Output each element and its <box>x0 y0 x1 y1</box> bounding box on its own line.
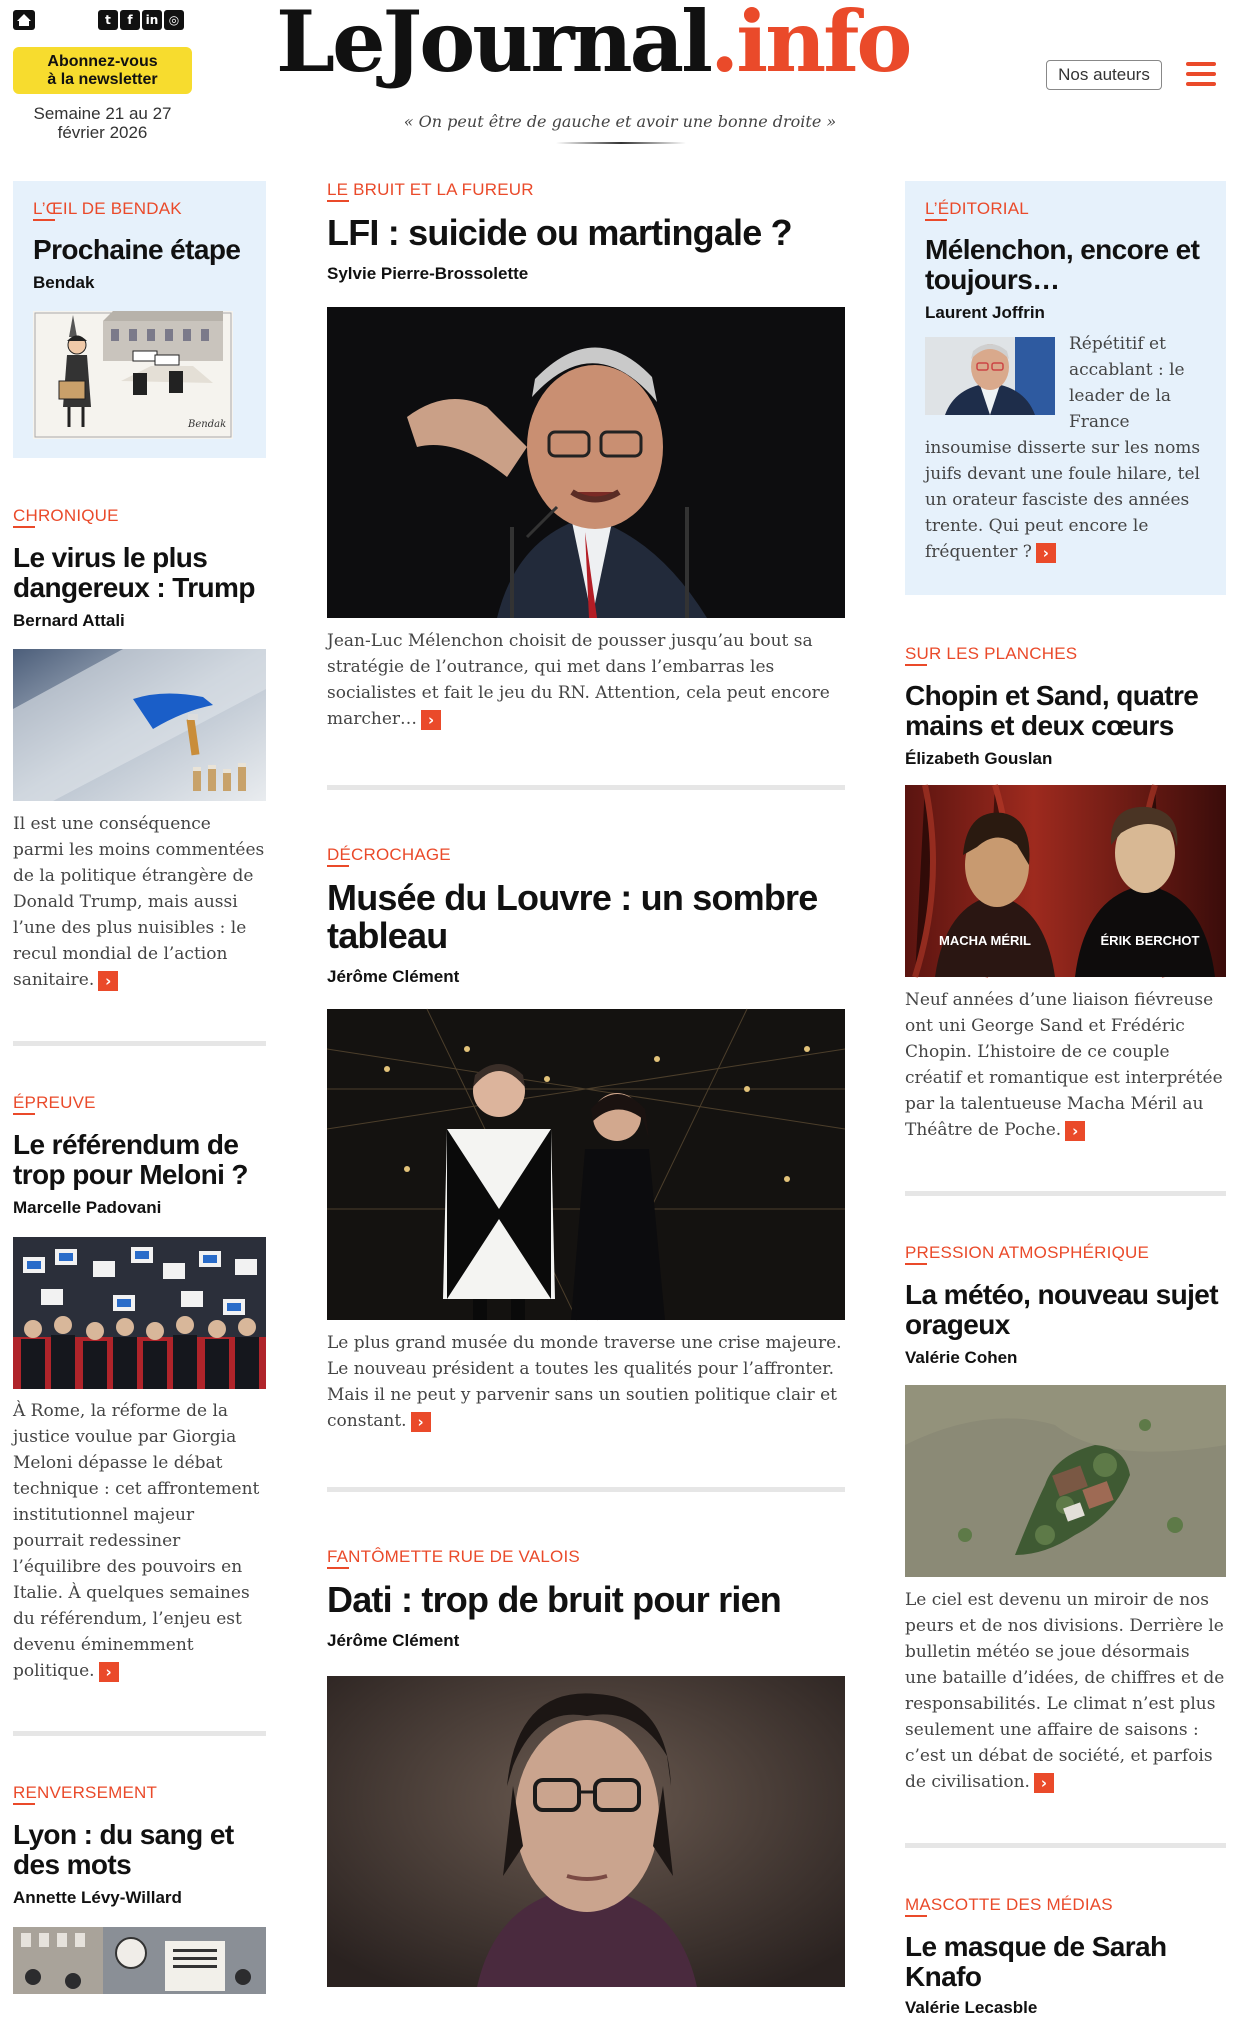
rubric[interactable]: PRESSION ATMOSPHÉRIQUE <box>905 1243 1150 1262</box>
home-icon[interactable] <box>13 10 35 30</box>
article-author[interactable]: Élizabeth Gouslan <box>905 749 1053 768</box>
excerpt-text: Neuf années d’une liaison fiévreuse ont uni George Sand et Frédéric Chopin. L’histoire de ce couple créatif et romantique est interprétée par la talentueuse Macha Méril au Théâtre de Poche. <box>905 990 1223 1140</box>
site-logo[interactable] <box>276 0 909 92</box>
logo-main: LeJournal <box>276 0 711 91</box>
newsletter-label-1: Abonnez-vous <box>47 52 158 70</box>
article-title[interactable]: LFI : suicide ou martingale ? <box>327 212 792 253</box>
rubric[interactable]: FANTÔMETTE RUE DE VALOIS <box>327 1547 580 1566</box>
article-author[interactable]: Jérôme Clément <box>327 967 460 986</box>
newsletter-label-2: à la newsletter <box>47 70 158 88</box>
article-image[interactable] <box>13 1927 266 1994</box>
rubric[interactable]: ÉPREUVE <box>13 1093 96 1112</box>
article-excerpt-block <box>13 1398 266 1684</box>
divider <box>905 1191 1226 1196</box>
cartoon-signature: Bendak <box>188 419 227 430</box>
poster-name-1: MACHA MÉRIL <box>939 933 1031 948</box>
article-excerpt-block <box>13 811 266 993</box>
rubric[interactable]: RENVERSEMENT <box>13 1783 158 1802</box>
article-title[interactable]: Mélenchon, encore et toujours… <box>925 234 1200 295</box>
article-author[interactable]: Bendak <box>33 273 95 292</box>
article-image[interactable] <box>327 1009 845 1320</box>
logo-ext: .info <box>710 0 910 91</box>
site-header <box>0 0 1236 160</box>
article-title[interactable]: Le virus le plus dangereux : Trump <box>13 542 255 603</box>
article-image[interactable] <box>13 649 266 801</box>
read-more-icon[interactable]: › <box>1065 1121 1085 1141</box>
article-card[interactable] <box>327 845 845 987</box>
read-more-icon[interactable]: › <box>1034 1773 1054 1793</box>
divider <box>13 1041 266 1046</box>
rubric[interactable]: LE BRUIT ET LA FUREUR <box>327 180 534 199</box>
social-links <box>98 10 184 30</box>
article-excerpt-block <box>327 628 845 732</box>
article-author[interactable]: Annette Lévy-Willard <box>13 1888 182 1907</box>
authors-button[interactable]: Nos auteurs <box>1046 60 1162 90</box>
article-excerpt <box>13 1398 266 1684</box>
week-line-1: Semaine 21 au 27 <box>33 104 172 123</box>
linkedin-icon[interactable]: in <box>142 10 162 30</box>
divider <box>13 1731 266 1736</box>
poster-image[interactable] <box>905 785 1226 977</box>
read-more-icon[interactable]: › <box>411 1412 431 1432</box>
article-card[interactable] <box>13 1093 266 1218</box>
article-author[interactable]: Marcelle Padovani <box>13 1198 162 1217</box>
read-more-icon[interactable]: › <box>1036 543 1056 563</box>
excerpt-text: Répétitif et accablant : le leader de la France insoumise disserte sur les noms juifs devant une foule hilare, tel un orateur fasciste des années trente. Qui peut encore le fréquenter ? <box>925 334 1201 562</box>
divider <box>327 785 845 790</box>
article-excerpt <box>905 1587 1226 1795</box>
rubric[interactable]: L’ÉDITORIAL <box>925 199 1029 218</box>
rubric[interactable]: L’ŒIL DE BENDAK <box>33 199 182 218</box>
newsletter-button[interactable] <box>13 47 192 94</box>
article-title[interactable]: Musée du Louvre : un sombre tableau <box>327 877 818 956</box>
menu-icon[interactable] <box>1186 62 1216 86</box>
read-more-icon[interactable]: › <box>98 971 118 991</box>
article-author[interactable]: Jérôme Clément <box>327 1631 460 1650</box>
article-card[interactable] <box>13 1783 266 1908</box>
article-excerpt <box>327 1330 845 1434</box>
article-image[interactable] <box>327 307 845 618</box>
article-author[interactable]: Bernard Attali <box>13 611 125 630</box>
rubric[interactable]: SUR LES PLANCHES <box>905 644 1078 663</box>
article-card[interactable] <box>13 506 266 631</box>
instagram-icon[interactable]: ◎ <box>164 10 184 30</box>
article-image[interactable] <box>13 1237 266 1389</box>
excerpt-text: Le ciel est devenu un miroir de nos peurs et de nos divisions. Derrière le bulletin météo se joue désormais une bataille d’idées, de chiffres et de responsabilités. Le climat n’est plus seulement une affaire de saisons : c’est un débat de société, et parfois de civilisation. <box>905 1590 1225 1792</box>
editorial-card[interactable] <box>905 181 1226 595</box>
week-date <box>13 104 192 142</box>
article-author[interactable]: Valérie Lecasble <box>905 1998 1038 2017</box>
excerpt-text: Jean-Luc Mélenchon choisit de pousser jusqu’au bout sa stratégie de l’outrance, qui met dans l’embarras les socialistes et fait le jeu du RN. Attention, cela peut encore marcher… <box>327 631 830 729</box>
excerpt-text: Le plus grand musée du monde traverse une crise majeure. Le nouveau président a toutes les qualités pour l’affronter. Mais il ne peut y parvenir sans un soutien politique clair et constant. <box>327 1333 842 1431</box>
article-card[interactable] <box>327 1547 845 1651</box>
read-more-icon[interactable]: › <box>99 1662 119 1682</box>
rubric[interactable]: MASCOTTE DES MÉDIAS <box>905 1895 1113 1914</box>
divider <box>327 1487 845 1492</box>
article-excerpt <box>905 987 1226 1143</box>
article-excerpt <box>925 331 1206 565</box>
article-title[interactable]: Lyon : du sang et des mots <box>13 1819 234 1880</box>
svg-text:MACHA MÉRIL <box>939 933 1031 948</box>
article-card[interactable] <box>905 644 1226 769</box>
article-author[interactable]: Sylvie Pierre-Brossolette <box>327 264 529 283</box>
twitter-icon[interactable]: t <box>98 10 118 30</box>
article-image[interactable] <box>905 1385 1226 1577</box>
week-line-2: février 2026 <box>57 123 148 142</box>
article-excerpt-block <box>905 1587 1226 1795</box>
article-excerpt-block <box>905 987 1226 1143</box>
divider <box>905 1843 1226 1848</box>
article-author[interactable]: Laurent Joffrin <box>925 303 1045 322</box>
article-title[interactable]: Le masque de Sarah Knafo <box>905 1931 1167 1992</box>
rubric[interactable]: CHRONIQUE <box>13 506 119 525</box>
article-excerpt <box>13 811 266 993</box>
article-card[interactable] <box>905 1243 1226 1368</box>
article-image[interactable] <box>327 1676 845 1987</box>
rubric[interactable]: DÉCROCHAGE <box>327 845 451 864</box>
svg-text:ÉRIK BERCHOT <box>1101 933 1200 948</box>
article-title[interactable]: Chopin et Sand, quatre mains et deux cœurs <box>905 680 1199 741</box>
cartoon-image[interactable] <box>33 311 233 439</box>
article-title[interactable]: Le référendum de trop pour Meloni ? <box>13 1129 248 1190</box>
read-more-icon[interactable]: › <box>421 710 441 730</box>
author-photo[interactable] <box>925 337 1055 415</box>
poster-name-2: ÉRIK BERCHOT <box>1100 933 1200 948</box>
article-card[interactable] <box>905 1895 1226 2018</box>
article-title[interactable]: Dati : trop de bruit pour rien <box>327 1579 781 1620</box>
facebook-icon[interactable]: f <box>120 10 140 30</box>
article-title[interactable]: La météo, nouveau sujet orageux <box>905 1279 1218 1340</box>
article-card[interactable] <box>13 181 266 458</box>
article-excerpt <box>327 628 845 732</box>
tagline: « On peut être de gauche et avoir une bonne droite » <box>403 112 837 131</box>
article-excerpt-block <box>327 1330 845 1434</box>
article-card[interactable] <box>327 180 845 284</box>
article-title[interactable]: Prochaine étape <box>33 234 241 265</box>
excerpt-text: À Rome, la réforme de la justice voulue par Giorgia Meloni dépasse le débat technique : cet affrontement institutionnel majeur pourrait redessiner l’équilibre des pouvoirs en Italie. À quelques semaines du référendum, l’enjeu est devenu éminemment politique. <box>13 1401 260 1681</box>
tagline-divider <box>556 142 686 144</box>
excerpt-text: Il est une conséquence parmi les moins commentées de la politique étrangère de Donald Trump, mais aussi l’une des plus nuisibles : le recul mondial de l’action sanitaire. <box>13 814 265 990</box>
article-author[interactable]: Valérie Cohen <box>905 1348 1018 1367</box>
